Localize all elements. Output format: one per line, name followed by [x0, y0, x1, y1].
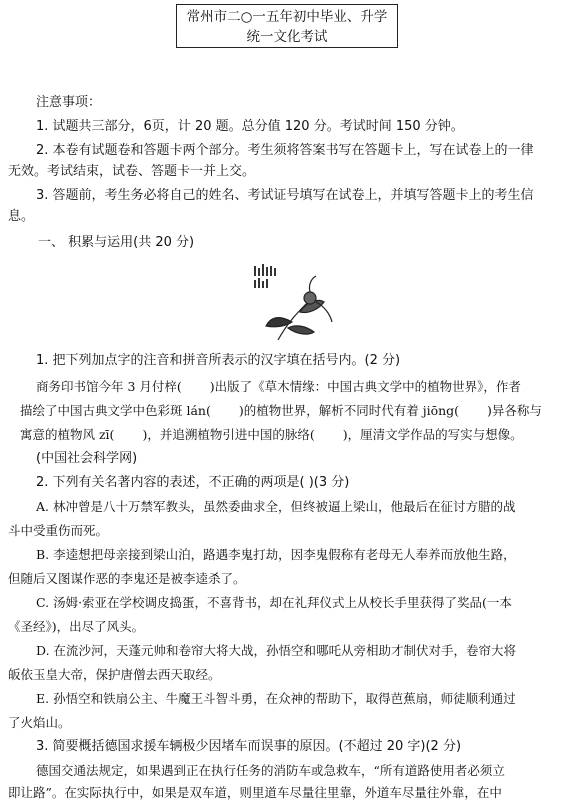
q3-passage-line1: 德国交通法规定，如果遇到正在执行任务的消防车或急救车，“所有道路使用者必须立	[36, 763, 505, 778]
q2-option-d-line1: D. 在流沙河，天蓬元帅和卷帘大将大战，孙悟空和哪吒从旁相助才制伏对手，卷帘大将	[36, 643, 517, 658]
notice-item-2-line1: 2. 本卷有试题卷和答题卡两个部分。考生须将答案书写在答题卡上，写在试卷上的一律	[36, 143, 534, 158]
exam-title-line1: 常州市二○一五年初中毕业、升学	[186, 9, 388, 25]
notice-item-2-line2: 无效。考试结束，试卷、答题卡一并上交。	[8, 164, 256, 179]
q1-text: 商务印书馆今年 3 月付梓(	[36, 379, 182, 394]
q1-text: 描绘了中国古典文学中色彩斑 lán(	[20, 403, 211, 418]
q2-option-e-line2: 了火焰山。	[8, 715, 71, 730]
notice-item-3-line1: 3. 答题前，考生务必将自己的姓名、考试证号填写在试卷上，并填写答题卡上的考生信	[36, 188, 534, 203]
q1-source: (中国社会科学网)	[36, 451, 138, 466]
q1-text: 寓意的植物风 zī(	[20, 427, 115, 442]
q3-stem: 3. 简要概括德国求援车辆极少因堵车而误事的原因。(不超过 20 字)(2 分)	[36, 739, 462, 754]
q2-option-c-line2: 《圣经》)，出尽了风头。	[8, 619, 145, 634]
q2-option-d-line2: 皈依玉皇大帝，保护唐僧去西天取经。	[8, 667, 221, 682]
q2-option-a-line1: A. 林冲曾是八十万禁军教头，虽然委曲求全，但终被逼上梁山，他最后在征讨方腊的战	[36, 499, 516, 514]
notice-heading: 注意事项：	[36, 95, 102, 110]
q1-text: )异各称与	[487, 403, 542, 418]
q2-option-b-line2: 但随后又图谋作恶的李鬼还是被李逵杀了。	[8, 571, 246, 586]
q2-option-c-line1: C. 汤姆·索亚在学校调皮捣蛋，不喜背书，却在礼拜仪式上从校长手里获得了奖品(一本	[36, 595, 512, 610]
notice-item-1: 1. 试题共三部分，6页，计 20 题。总分值 120 分。考试时间 150 分钟。	[36, 119, 464, 134]
section-1-heading: 一、 积累与运用(共 20 分)	[38, 235, 195, 250]
q2-stem: 2. 下列有关名著内容的表述，不正确的两项是( )(3 分)	[36, 475, 350, 490]
exam-title-box	[176, 4, 398, 48]
q2-option-a-line2: 斗中受重伤而死。	[8, 523, 109, 538]
q3-passage-line2: 即让路”。在实际执行中，如果是双车道，则里道车尽量往里靠，外道车尽量往外靠，在中	[8, 785, 502, 800]
q1-line-3	[20, 426, 560, 444]
q1-text: )的植物世界，解析不同时代有着 jiōng(	[238, 403, 460, 418]
q1-stem: 1. 把下列加点字的注音和拼音所表示的汉字填在括号内。(2 分)	[36, 353, 401, 368]
plant-illustration	[248, 262, 348, 346]
q2-option-b-line1: B. 李逵想把母亲接到梁山泊，路遇李鬼打劫，因李鬼假称有老母无人奉养而放他生路，	[36, 547, 516, 562]
q1-text: )，并追溯植物引进中国的脉络(	[142, 427, 315, 442]
q2-option-e-line1: E. 孙悟空和铁扇公主、牛魔王斗智斗勇，在众神的帮助下，取得芭蕉扇，师徒顺利通过	[36, 691, 516, 706]
q1-text: )出版了《草木情缘：中国古典文学中的植物世界》，作者	[209, 379, 521, 394]
q1-line-1	[36, 378, 560, 396]
notice-item-3-line2: 息。	[8, 209, 35, 224]
q1-line-2	[20, 402, 560, 420]
q1-text: )，厘清文学作品的写实与想像。	[342, 427, 523, 442]
exam-title-line2: 统一文化考试	[246, 29, 328, 45]
